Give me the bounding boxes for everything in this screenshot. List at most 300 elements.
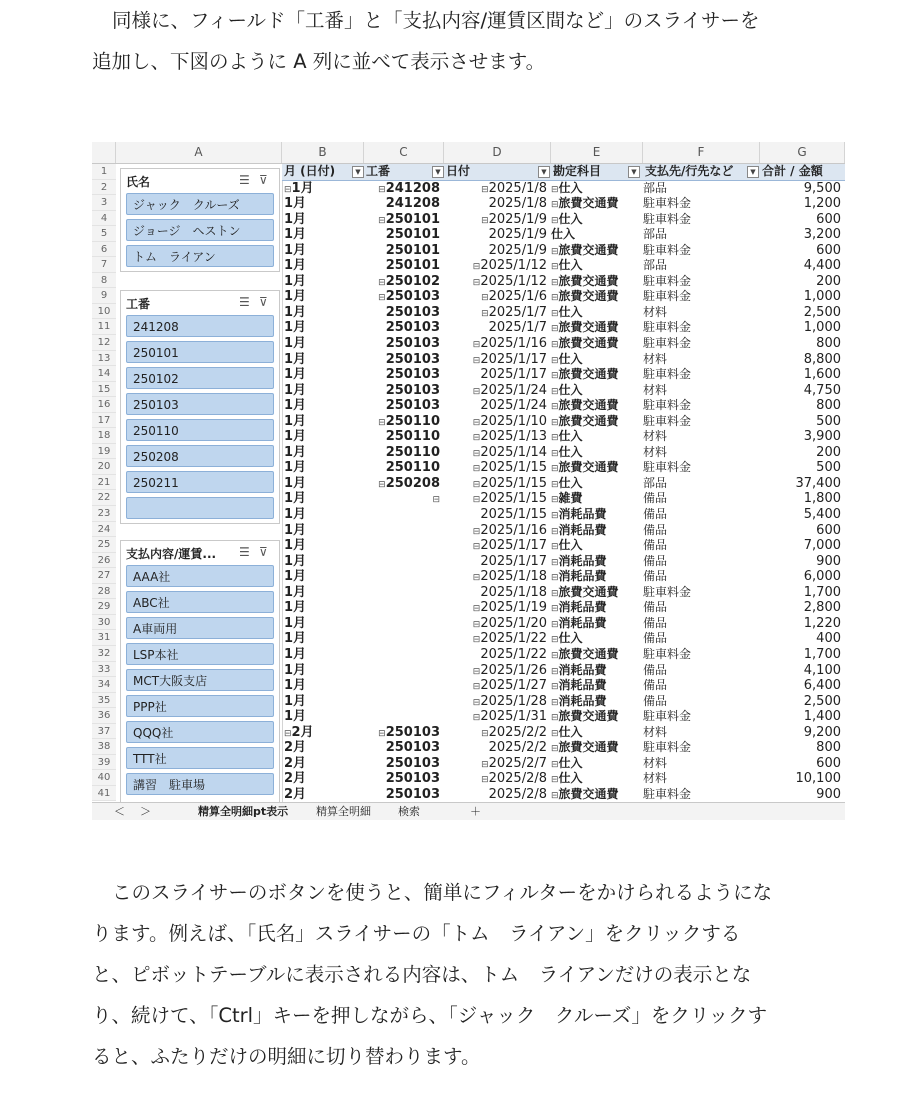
tab-all-detail[interactable]: 精算全明細 bbox=[316, 805, 371, 818]
payee-cell[interactable] bbox=[643, 383, 760, 399]
row-number[interactable]: 29 bbox=[92, 599, 116, 615]
row-number[interactable]: 41 bbox=[92, 786, 116, 802]
amount-cell[interactable] bbox=[760, 585, 845, 601]
job-cell[interactable] bbox=[364, 305, 444, 321]
payee-cell[interactable] bbox=[643, 352, 760, 368]
amount-cell[interactable] bbox=[760, 647, 845, 663]
slicer-button[interactable]: 250211 bbox=[126, 471, 274, 493]
row-number[interactable]: 17 bbox=[92, 413, 116, 429]
month-cell[interactable] bbox=[284, 538, 364, 554]
collapse-icon[interactable]: ⊟ bbox=[432, 495, 440, 506]
collapse-icon[interactable]: ⊟ bbox=[472, 682, 481, 693]
collapse-icon[interactable]: ⊟ bbox=[472, 713, 481, 724]
row-number[interactable]: 28 bbox=[92, 584, 116, 600]
month-cell[interactable] bbox=[284, 398, 364, 414]
month-cell[interactable] bbox=[284, 289, 364, 305]
collapse-icon[interactable]: ⊟ bbox=[472, 340, 481, 351]
job-cell[interactable] bbox=[364, 771, 444, 787]
row-number[interactable]: 8 bbox=[92, 273, 116, 289]
job-cell[interactable] bbox=[364, 258, 444, 274]
collapse-icon[interactable]: ⊟ bbox=[551, 511, 559, 522]
collapse-icon[interactable]: ⊟ bbox=[472, 619, 481, 630]
amount-cell[interactable] bbox=[760, 787, 845, 803]
row-number[interactable]: 34 bbox=[92, 677, 116, 693]
collapse-icon[interactable]: ⊟ bbox=[551, 744, 559, 755]
payee-cell[interactable] bbox=[643, 336, 760, 352]
payee-cell[interactable] bbox=[643, 181, 760, 197]
month-cell[interactable] bbox=[284, 771, 364, 787]
slicer-button[interactable]: QQQ社 bbox=[126, 721, 274, 743]
row-number[interactable]: 13 bbox=[92, 351, 116, 367]
amount-cell[interactable] bbox=[760, 336, 845, 352]
row-number[interactable]: 11 bbox=[92, 319, 116, 335]
slicer-button[interactable]: TTT社 bbox=[126, 747, 274, 769]
slicer-button[interactable]: ABC社 bbox=[126, 591, 274, 613]
amount-cell[interactable] bbox=[760, 538, 845, 554]
filter-dropdown-icon[interactable]: ▼ bbox=[628, 166, 640, 178]
amount-cell[interactable] bbox=[760, 663, 845, 679]
month-cell[interactable] bbox=[284, 305, 364, 321]
month-cell[interactable] bbox=[284, 600, 364, 616]
collapse-icon[interactable]: ⊟ bbox=[551, 293, 559, 304]
date-cell[interactable] bbox=[444, 740, 551, 756]
amount-cell[interactable] bbox=[760, 398, 845, 414]
date-cell[interactable] bbox=[444, 585, 551, 601]
collapse-icon[interactable]: ⊟ bbox=[472, 277, 481, 288]
collapse-icon[interactable]: ⊟ bbox=[551, 340, 559, 351]
slicer-button[interactable]: PPP社 bbox=[126, 695, 274, 717]
amount-cell[interactable] bbox=[760, 274, 845, 290]
payee-cell[interactable] bbox=[643, 740, 760, 756]
amount-cell[interactable] bbox=[760, 367, 845, 383]
row-number[interactable]: 16 bbox=[92, 397, 116, 413]
month-cell[interactable] bbox=[284, 243, 364, 259]
month-cell[interactable] bbox=[284, 616, 364, 632]
amount-cell[interactable] bbox=[760, 383, 845, 399]
amount-cell[interactable] bbox=[760, 429, 845, 445]
amount-cell[interactable] bbox=[760, 600, 845, 616]
payee-cell[interactable] bbox=[643, 600, 760, 616]
collapse-icon[interactable]: ⊟ bbox=[551, 573, 559, 584]
collapse-icon[interactable]: ⊟ bbox=[551, 184, 559, 195]
multi-select-icon[interactable]: ☰ bbox=[239, 295, 250, 309]
slicer-button[interactable] bbox=[126, 497, 274, 519]
month-cell[interactable] bbox=[284, 507, 364, 523]
month-cell[interactable] bbox=[284, 367, 364, 383]
amount-cell[interactable] bbox=[760, 289, 845, 305]
payee-cell[interactable] bbox=[643, 569, 760, 585]
payee-cell[interactable] bbox=[643, 491, 760, 507]
collapse-icon[interactable]: ⊟ bbox=[472, 495, 481, 506]
month-cell[interactable] bbox=[284, 320, 364, 336]
slicer-button[interactable]: 250102 bbox=[126, 367, 274, 389]
row-number[interactable]: 26 bbox=[92, 553, 116, 569]
column-header-F[interactable]: F bbox=[643, 142, 760, 163]
row-number[interactable]: 14 bbox=[92, 366, 116, 382]
row-number[interactable]: 38 bbox=[92, 739, 116, 755]
collapse-icon[interactable]: ⊟ bbox=[551, 619, 559, 630]
month-cell[interactable] bbox=[284, 212, 364, 228]
collapse-icon[interactable]: ⊟ bbox=[551, 526, 559, 537]
payee-cell[interactable] bbox=[643, 554, 760, 570]
slicer-button[interactable]: 250208 bbox=[126, 445, 274, 467]
amount-cell[interactable] bbox=[760, 243, 845, 259]
amount-cell[interactable] bbox=[760, 181, 845, 197]
collapse-icon[interactable]: ⊟ bbox=[551, 650, 559, 661]
month-cell[interactable] bbox=[284, 631, 364, 647]
month-cell[interactable] bbox=[284, 554, 364, 570]
collapse-icon[interactable]: ⊟ bbox=[551, 666, 559, 677]
amount-cell[interactable] bbox=[760, 352, 845, 368]
month-cell[interactable] bbox=[284, 476, 364, 492]
filter-dropdown-icon[interactable]: ▼ bbox=[747, 166, 759, 178]
month-cell[interactable] bbox=[284, 414, 364, 430]
multi-select-icon[interactable]: ☰ bbox=[239, 545, 250, 559]
slicer-button[interactable]: 250110 bbox=[126, 419, 274, 441]
job-cell[interactable] bbox=[364, 460, 444, 476]
collapse-icon[interactable]: ⊟ bbox=[472, 448, 481, 459]
collapse-icon[interactable]: ⊟ bbox=[378, 184, 386, 195]
job-cell[interactable] bbox=[364, 352, 444, 368]
account-cell[interactable] bbox=[551, 227, 643, 243]
month-cell[interactable] bbox=[284, 647, 364, 663]
collapse-icon[interactable]: ⊟ bbox=[551, 495, 559, 506]
payee-cell[interactable] bbox=[643, 429, 760, 445]
job-cell[interactable] bbox=[364, 196, 444, 212]
column-header-A[interactable]: A bbox=[116, 142, 282, 163]
row-number[interactable]: 31 bbox=[92, 630, 116, 646]
collapse-icon[interactable]: ⊟ bbox=[551, 417, 559, 428]
month-cell[interactable] bbox=[284, 678, 364, 694]
prev-sheet-button[interactable]: ＜ bbox=[114, 805, 125, 818]
payee-cell[interactable] bbox=[643, 787, 760, 803]
collapse-icon[interactable]: ⊟ bbox=[481, 775, 489, 786]
row-number[interactable]: 23 bbox=[92, 506, 116, 522]
collapse-icon[interactable]: ⊟ bbox=[481, 308, 489, 319]
row-number[interactable]: 7 bbox=[92, 257, 116, 273]
date-cell[interactable] bbox=[444, 320, 551, 336]
job-cell[interactable] bbox=[364, 320, 444, 336]
slicer-button[interactable]: AAA社 bbox=[126, 565, 274, 587]
month-cell[interactable] bbox=[284, 383, 364, 399]
job-cell[interactable] bbox=[364, 243, 444, 259]
collapse-icon[interactable]: ⊟ bbox=[481, 293, 489, 304]
amount-cell[interactable] bbox=[760, 725, 845, 741]
row-number[interactable]: 5 bbox=[92, 226, 116, 242]
amount-cell[interactable] bbox=[760, 694, 845, 710]
tab-pivot-detail[interactable]: 精算全明細pt表示 bbox=[198, 804, 288, 820]
collapse-icon[interactable]: ⊟ bbox=[284, 728, 292, 739]
row-number[interactable]: 19 bbox=[92, 444, 116, 460]
amount-cell[interactable] bbox=[760, 491, 845, 507]
row-number[interactable]: 40 bbox=[92, 770, 116, 786]
collapse-icon[interactable]: ⊟ bbox=[472, 433, 481, 444]
collapse-icon[interactable]: ⊟ bbox=[551, 246, 559, 257]
collapse-icon[interactable]: ⊟ bbox=[551, 588, 559, 599]
row-number[interactable]: 6 bbox=[92, 242, 116, 258]
payee-cell[interactable] bbox=[643, 460, 760, 476]
column-header-C[interactable]: C bbox=[364, 142, 444, 163]
collapse-icon[interactable]: ⊟ bbox=[551, 324, 559, 335]
row-number[interactable]: 1 bbox=[92, 164, 116, 180]
payee-cell[interactable] bbox=[643, 212, 760, 228]
slicer-button[interactable]: MCT大阪支店 bbox=[126, 669, 274, 691]
collapse-icon[interactable]: ⊟ bbox=[551, 713, 559, 724]
amount-cell[interactable] bbox=[760, 460, 845, 476]
row-number[interactable]: 18 bbox=[92, 428, 116, 444]
collapse-icon[interactable]: ⊟ bbox=[472, 573, 481, 584]
row-number[interactable]: 25 bbox=[92, 537, 116, 553]
job-cell[interactable] bbox=[364, 787, 444, 803]
job-cell[interactable] bbox=[364, 336, 444, 352]
payee-cell[interactable] bbox=[643, 445, 760, 461]
payee-cell[interactable] bbox=[643, 196, 760, 212]
collapse-icon[interactable]: ⊟ bbox=[551, 308, 559, 319]
clear-filter-icon[interactable]: ⊽ bbox=[259, 173, 268, 187]
collapse-icon[interactable]: ⊟ bbox=[472, 604, 481, 615]
filter-dropdown-icon[interactable]: ▼ bbox=[432, 166, 444, 178]
row-number[interactable]: 10 bbox=[92, 304, 116, 320]
row-number[interactable]: 27 bbox=[92, 568, 116, 584]
job-cell[interactable] bbox=[364, 445, 444, 461]
payee-cell[interactable] bbox=[643, 274, 760, 290]
amount-cell[interactable] bbox=[760, 678, 845, 694]
column-header-E[interactable]: E bbox=[551, 142, 643, 163]
amount-cell[interactable] bbox=[760, 631, 845, 647]
collapse-icon[interactable]: ⊟ bbox=[551, 215, 559, 226]
collapse-icon[interactable]: ⊟ bbox=[551, 542, 559, 553]
collapse-icon[interactable]: ⊟ bbox=[284, 184, 292, 195]
payee-cell[interactable] bbox=[643, 305, 760, 321]
next-sheet-button[interactable]: ＞ bbox=[140, 805, 151, 818]
collapse-icon[interactable]: ⊟ bbox=[378, 417, 386, 428]
collapse-icon[interactable]: ⊟ bbox=[551, 262, 559, 273]
row-number[interactable]: 3 bbox=[92, 195, 116, 211]
collapse-icon[interactable]: ⊟ bbox=[551, 355, 559, 366]
payee-cell[interactable] bbox=[643, 507, 760, 523]
amount-cell[interactable] bbox=[760, 740, 845, 756]
slicer-button[interactable]: A車両用 bbox=[126, 617, 274, 639]
collapse-icon[interactable]: ⊟ bbox=[551, 433, 559, 444]
job-cell[interactable] bbox=[364, 367, 444, 383]
amount-cell[interactable] bbox=[760, 569, 845, 585]
row-number[interactable]: 30 bbox=[92, 615, 116, 631]
row-number[interactable]: 15 bbox=[92, 382, 116, 398]
job-cell[interactable] bbox=[364, 383, 444, 399]
amount-cell[interactable] bbox=[760, 414, 845, 430]
filter-dropdown-icon[interactable]: ▼ bbox=[538, 166, 550, 178]
date-cell[interactable] bbox=[444, 507, 551, 523]
collapse-icon[interactable]: ⊟ bbox=[551, 200, 559, 211]
collapse-icon[interactable]: ⊟ bbox=[472, 526, 481, 537]
collapse-icon[interactable]: ⊟ bbox=[378, 479, 386, 490]
payee-cell[interactable] bbox=[643, 725, 760, 741]
date-cell[interactable] bbox=[444, 647, 551, 663]
slicer-button[interactable]: ジョージ ヘストン bbox=[126, 219, 274, 241]
collapse-icon[interactable]: ⊟ bbox=[472, 386, 481, 397]
month-cell[interactable] bbox=[284, 585, 364, 601]
payee-cell[interactable] bbox=[643, 756, 760, 772]
slicer-button[interactable]: 241208 bbox=[126, 315, 274, 337]
collapse-icon[interactable]: ⊟ bbox=[378, 293, 386, 304]
month-cell[interactable] bbox=[284, 196, 364, 212]
amount-cell[interactable] bbox=[760, 227, 845, 243]
month-cell[interactable] bbox=[284, 756, 364, 772]
row-number[interactable]: 12 bbox=[92, 335, 116, 351]
collapse-icon[interactable]: ⊟ bbox=[551, 604, 559, 615]
payee-cell[interactable] bbox=[643, 585, 760, 601]
collapse-icon[interactable]: ⊟ bbox=[551, 557, 559, 568]
month-cell[interactable] bbox=[284, 491, 364, 507]
collapse-icon[interactable]: ⊟ bbox=[481, 184, 489, 195]
date-cell[interactable] bbox=[444, 196, 551, 212]
collapse-icon[interactable]: ⊟ bbox=[472, 479, 481, 490]
month-cell[interactable] bbox=[284, 663, 364, 679]
date-cell[interactable] bbox=[444, 787, 551, 803]
row-number[interactable]: 33 bbox=[92, 662, 116, 678]
month-cell[interactable] bbox=[284, 258, 364, 274]
collapse-icon[interactable]: ⊟ bbox=[472, 262, 481, 273]
collapse-icon[interactable]: ⊟ bbox=[551, 728, 559, 739]
multi-select-icon[interactable]: ☰ bbox=[239, 173, 250, 187]
payee-cell[interactable] bbox=[643, 320, 760, 336]
job-cell[interactable] bbox=[364, 398, 444, 414]
month-cell[interactable] bbox=[284, 336, 364, 352]
amount-cell[interactable] bbox=[760, 756, 845, 772]
payee-cell[interactable] bbox=[643, 647, 760, 663]
column-header-G[interactable]: G bbox=[760, 142, 845, 163]
amount-cell[interactable] bbox=[760, 196, 845, 212]
amount-cell[interactable] bbox=[760, 709, 845, 725]
month-cell[interactable] bbox=[284, 227, 364, 243]
collapse-icon[interactable]: ⊟ bbox=[472, 464, 481, 475]
payee-cell[interactable] bbox=[643, 663, 760, 679]
job-cell[interactable] bbox=[364, 740, 444, 756]
amount-cell[interactable] bbox=[760, 554, 845, 570]
clear-filter-icon[interactable]: ⊽ bbox=[259, 545, 268, 559]
payee-cell[interactable] bbox=[643, 414, 760, 430]
month-cell[interactable] bbox=[284, 445, 364, 461]
collapse-icon[interactable]: ⊟ bbox=[551, 682, 559, 693]
collapse-icon[interactable]: ⊟ bbox=[472, 666, 481, 677]
month-cell[interactable] bbox=[284, 787, 364, 803]
collapse-icon[interactable]: ⊟ bbox=[551, 371, 559, 382]
slicer-button[interactable]: 250101 bbox=[126, 341, 274, 363]
select-all-corner[interactable] bbox=[92, 142, 116, 163]
payee-cell[interactable] bbox=[643, 476, 760, 492]
amount-cell[interactable] bbox=[760, 320, 845, 336]
month-cell[interactable] bbox=[284, 694, 364, 710]
row-number[interactable]: 2 bbox=[92, 180, 116, 196]
row-number[interactable]: 36 bbox=[92, 708, 116, 724]
collapse-icon[interactable]: ⊟ bbox=[551, 759, 559, 770]
collapse-icon[interactable]: ⊟ bbox=[472, 635, 481, 646]
row-number[interactable]: 24 bbox=[92, 522, 116, 538]
collapse-icon[interactable]: ⊟ bbox=[551, 277, 559, 288]
tab-search[interactable]: 検索 bbox=[398, 805, 420, 818]
collapse-icon[interactable]: ⊟ bbox=[481, 759, 489, 770]
date-cell[interactable] bbox=[444, 227, 551, 243]
filter-dropdown-icon[interactable]: ▼ bbox=[352, 166, 364, 178]
collapse-icon[interactable]: ⊟ bbox=[551, 448, 559, 459]
row-number[interactable]: 37 bbox=[92, 724, 116, 740]
payee-cell[interactable] bbox=[643, 258, 760, 274]
row-number[interactable]: 20 bbox=[92, 459, 116, 475]
payee-cell[interactable] bbox=[643, 243, 760, 259]
collapse-icon[interactable]: ⊟ bbox=[378, 277, 386, 288]
amount-cell[interactable] bbox=[760, 476, 845, 492]
job-cell[interactable] bbox=[364, 429, 444, 445]
collapse-icon[interactable]: ⊟ bbox=[551, 775, 559, 786]
payee-cell[interactable] bbox=[643, 631, 760, 647]
row-number[interactable]: 35 bbox=[92, 693, 116, 709]
amount-cell[interactable] bbox=[760, 507, 845, 523]
payee-cell[interactable] bbox=[643, 289, 760, 305]
add-sheet-button[interactable]: ＋ bbox=[470, 805, 481, 818]
amount-cell[interactable] bbox=[760, 771, 845, 787]
month-cell[interactable] bbox=[284, 460, 364, 476]
payee-cell[interactable] bbox=[643, 709, 760, 725]
slicer-button[interactable]: 250103 bbox=[126, 393, 274, 415]
month-cell[interactable] bbox=[284, 352, 364, 368]
payee-cell[interactable] bbox=[643, 367, 760, 383]
slicer-button[interactable]: 講習 駐車場 bbox=[126, 773, 274, 795]
payee-cell[interactable] bbox=[643, 678, 760, 694]
amount-cell[interactable] bbox=[760, 212, 845, 228]
collapse-icon[interactable]: ⊟ bbox=[472, 542, 481, 553]
date-cell[interactable] bbox=[444, 398, 551, 414]
job-cell[interactable] bbox=[364, 756, 444, 772]
collapse-icon[interactable]: ⊟ bbox=[378, 728, 386, 739]
payee-cell[interactable] bbox=[643, 538, 760, 554]
month-cell[interactable] bbox=[284, 709, 364, 725]
amount-cell[interactable] bbox=[760, 616, 845, 632]
collapse-icon[interactable]: ⊟ bbox=[551, 386, 559, 397]
date-cell[interactable] bbox=[444, 243, 551, 259]
collapse-icon[interactable]: ⊟ bbox=[551, 479, 559, 490]
payee-cell[interactable] bbox=[643, 771, 760, 787]
payee-cell[interactable] bbox=[643, 694, 760, 710]
row-number[interactable]: 39 bbox=[92, 755, 116, 771]
collapse-icon[interactable]: ⊟ bbox=[472, 355, 481, 366]
job-cell[interactable] bbox=[364, 227, 444, 243]
payee-cell[interactable] bbox=[643, 227, 760, 243]
collapse-icon[interactable]: ⊟ bbox=[551, 790, 559, 801]
month-cell[interactable] bbox=[284, 740, 364, 756]
collapse-icon[interactable]: ⊟ bbox=[472, 697, 481, 708]
collapse-icon[interactable]: ⊟ bbox=[378, 215, 386, 226]
payee-cell[interactable] bbox=[643, 398, 760, 414]
month-cell[interactable] bbox=[284, 569, 364, 585]
amount-cell[interactable] bbox=[760, 258, 845, 274]
date-cell[interactable] bbox=[444, 367, 551, 383]
payee-cell[interactable] bbox=[643, 616, 760, 632]
slicer-button[interactable]: ジャック クルーズ bbox=[126, 193, 274, 215]
month-cell[interactable] bbox=[284, 429, 364, 445]
slicer-button[interactable]: トム ライアン bbox=[126, 245, 274, 267]
month-cell[interactable] bbox=[284, 523, 364, 539]
column-header-B[interactable]: B bbox=[282, 142, 364, 163]
amount-cell[interactable] bbox=[760, 305, 845, 321]
column-header-D[interactable]: D bbox=[444, 142, 551, 163]
collapse-icon[interactable]: ⊟ bbox=[472, 417, 481, 428]
row-number[interactable]: 21 bbox=[92, 475, 116, 491]
row-number[interactable]: 9 bbox=[92, 288, 116, 304]
collapse-icon[interactable]: ⊟ bbox=[481, 215, 489, 226]
collapse-icon[interactable]: ⊟ bbox=[551, 402, 559, 413]
amount-cell[interactable] bbox=[760, 523, 845, 539]
amount-cell[interactable] bbox=[760, 445, 845, 461]
